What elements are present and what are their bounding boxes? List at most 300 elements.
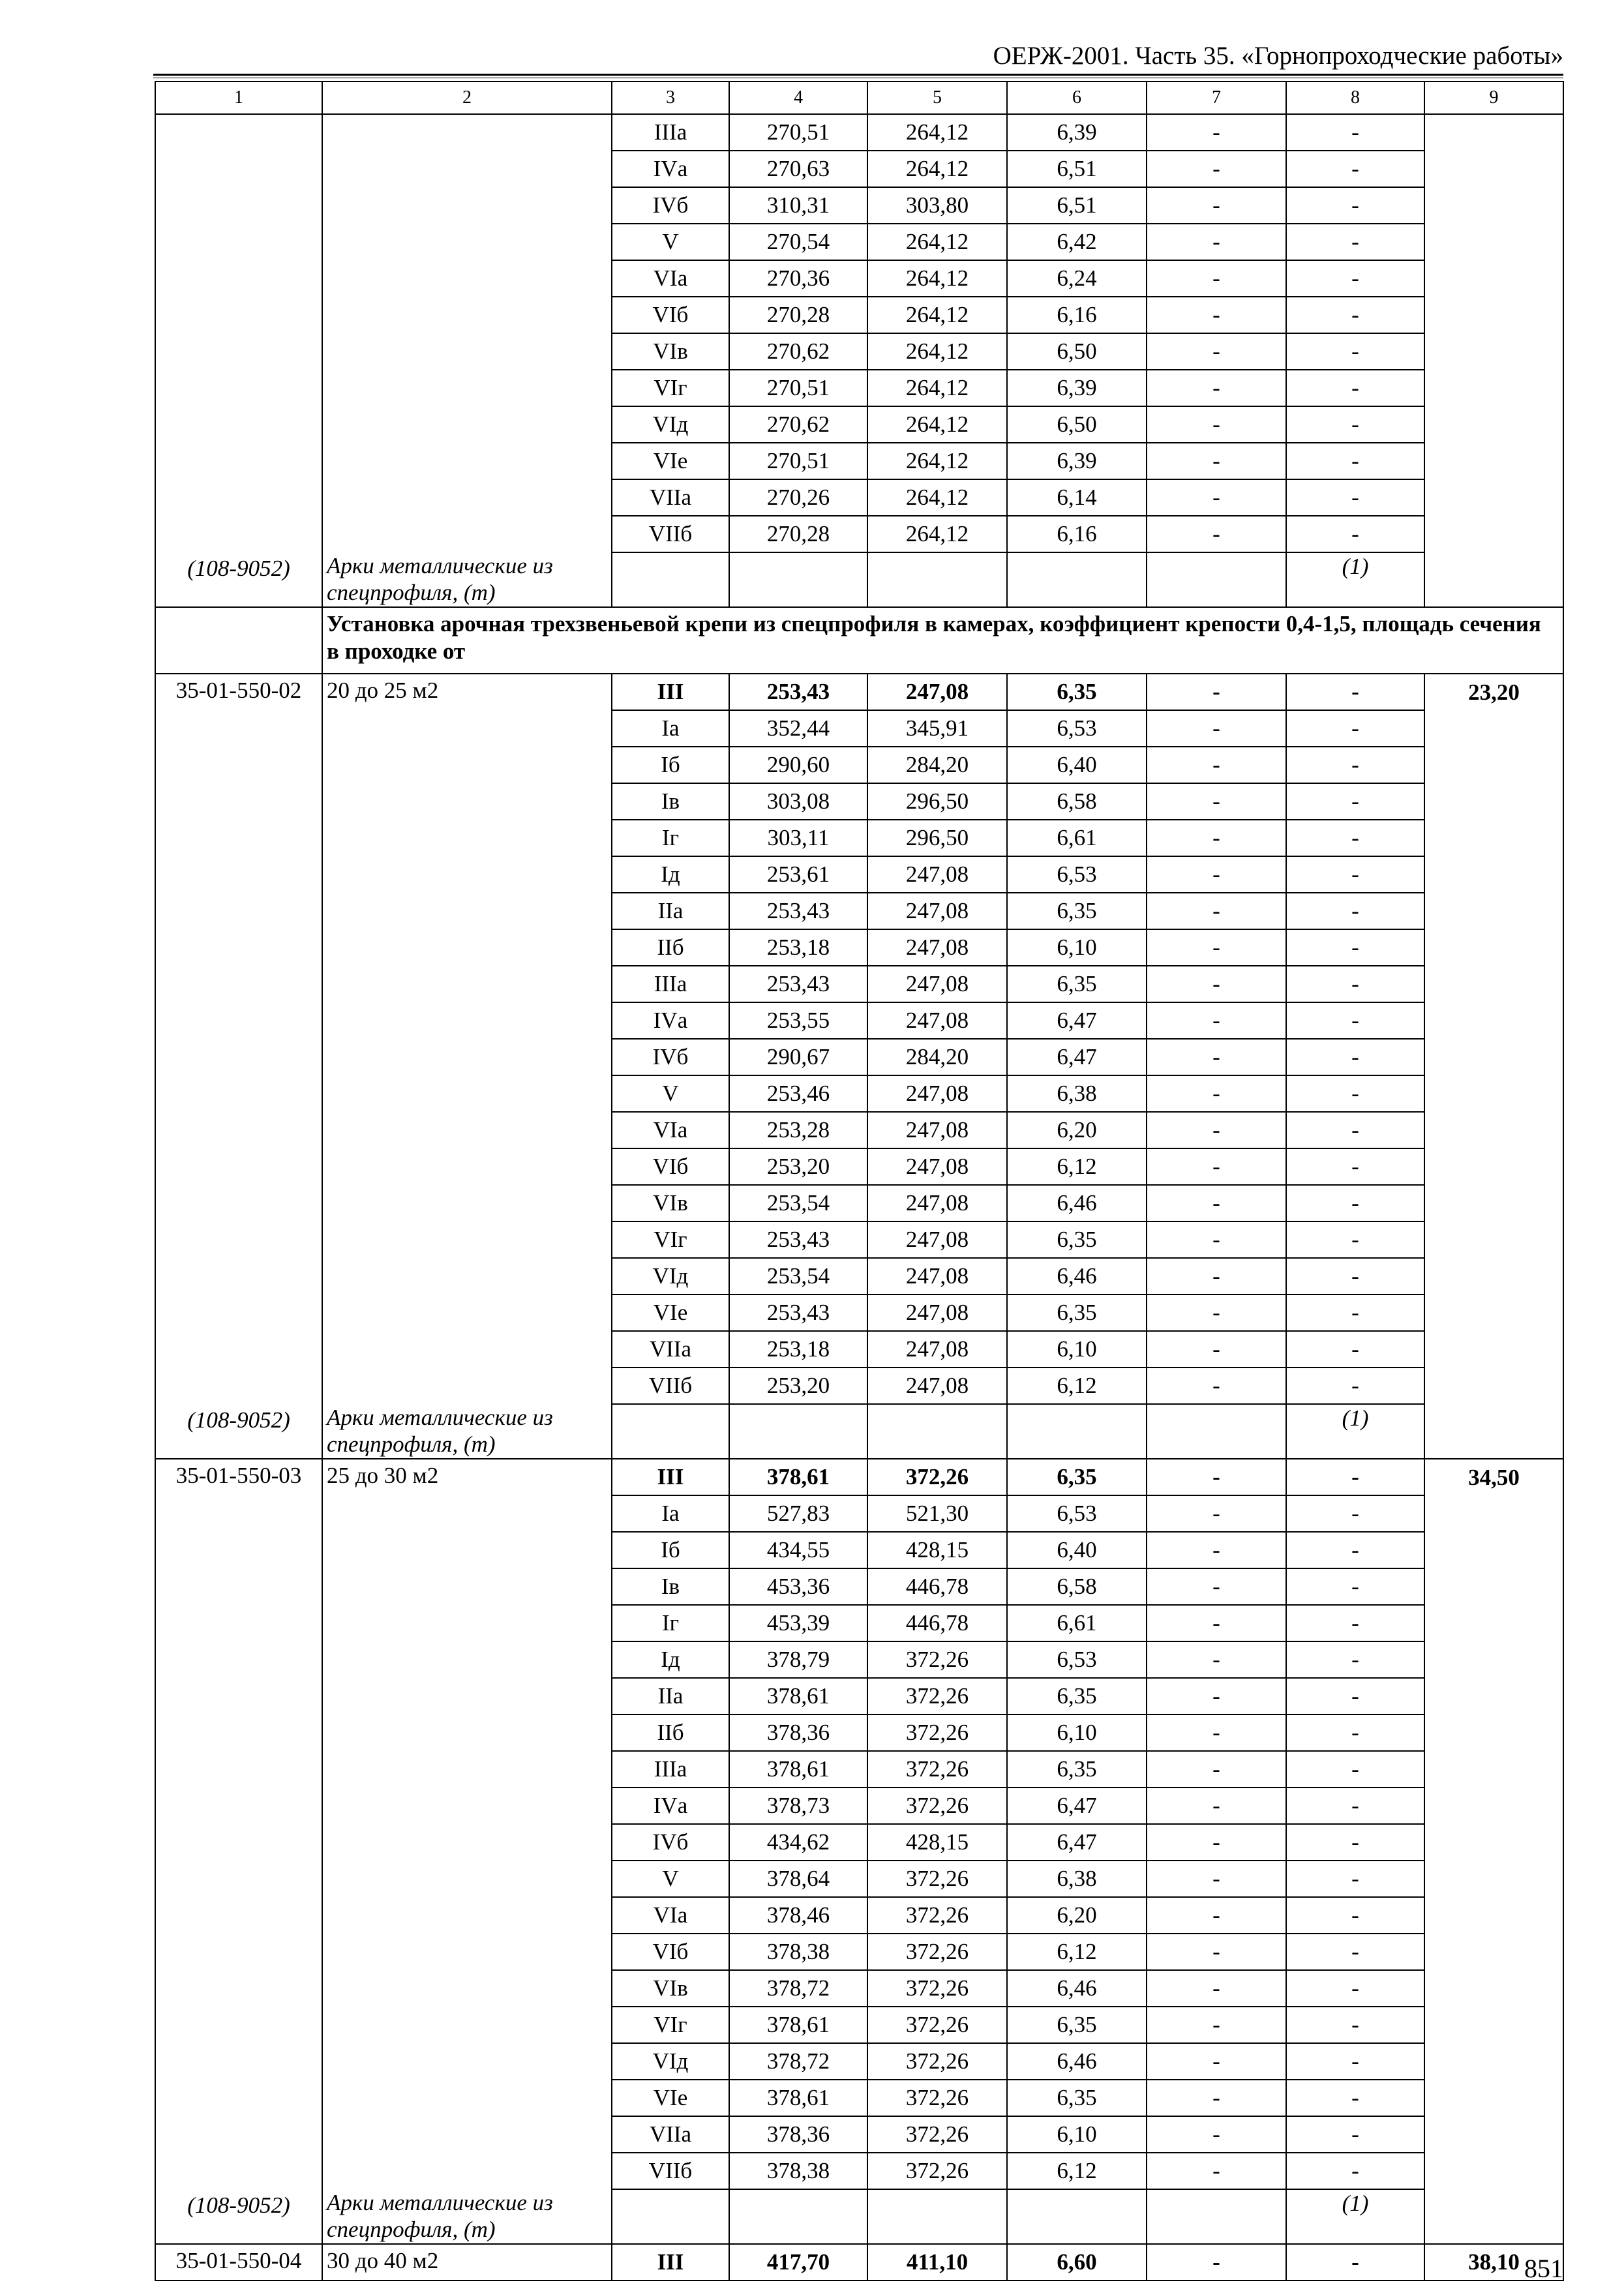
table-row [155,370,1563,406]
table-cell: 6,39 [1007,443,1147,479]
resource-name: Арки металлические из спецпрофиля, (т) [322,2189,612,2244]
table-cell: VIв [612,1970,729,2007]
table-cell: V [612,224,729,260]
table-cell [1424,2080,1563,2116]
table-cell: 310,31 [729,187,867,224]
table-cell: 6,61 [1007,820,1147,856]
table-cell: - [1286,1039,1424,1075]
table-row [155,1861,1563,1897]
table-cell: 247,08 [867,1002,1007,1039]
table-cell [322,187,612,224]
table-row [155,2043,1563,2080]
table-cell: 296,50 [867,820,1007,856]
table-cell: 6,50 [1007,333,1147,370]
table-cell: - [1286,856,1424,893]
table-cell: IVа [612,1788,729,1824]
table-cell: VIб [612,1934,729,1970]
table-cell: 247,08 [867,1075,1007,1112]
table-cell: - [1286,1148,1424,1185]
table-row [155,1075,1563,1112]
table-cell: 6,35 [1007,893,1147,929]
table-cell: - [1147,2116,1286,2153]
column-number: 6 [1007,82,1147,114]
table-cell: - [1147,1112,1286,1148]
table-cell [155,333,322,370]
table-cell: - [1286,2043,1424,2080]
table-cell: 264,12 [867,333,1007,370]
table-cell: - [1147,1751,1286,1788]
table-row [155,893,1563,929]
table-cell [322,1641,612,1678]
table-cell [155,783,322,820]
table-cell [155,1714,322,1751]
table-cell [322,2043,612,2080]
table-row [155,1404,1563,1459]
table-row [155,674,1563,710]
table-cell [1424,1294,1563,1331]
table-cell: - [1286,1002,1424,1039]
table-cell: 270,26 [729,479,867,516]
column-numbers-row [155,82,1563,114]
table-cell: - [1286,966,1424,1002]
table-cell [322,1824,612,1861]
table-cell: III [612,2244,729,2281]
table-cell: - [1286,333,1424,370]
table-cell: - [1286,1714,1424,1751]
table-cell [1007,552,1147,607]
table-cell [155,1294,322,1331]
table-cell: V [612,1861,729,1897]
table-cell: - [1147,224,1286,260]
table-cell [155,114,322,151]
table-cell [322,1751,612,1788]
table-cell [155,370,322,406]
table-cell: 378,61 [729,2080,867,2116]
table-cell: - [1147,674,1286,710]
table-cell: - [1286,674,1424,710]
table-cell [155,1824,322,1861]
table-cell [1424,552,1563,607]
table-cell [1424,370,1563,406]
resource-code: (108-9052) [155,552,322,607]
table-cell [1424,443,1563,479]
table-cell: - [1286,2007,1424,2043]
table-cell [322,1185,612,1221]
table-row [155,783,1563,820]
table-cell: IVа [612,151,729,187]
table-cell: - [1147,1861,1286,1897]
table-cell: 253,18 [729,929,867,966]
table-cell [322,260,612,297]
table-cell: 296,50 [867,783,1007,820]
table-row [155,1185,1563,1221]
table-cell: 411,10 [867,2244,1007,2281]
table-cell: VIа [612,1112,729,1148]
table-cell [155,1934,322,1970]
table-row [155,2116,1563,2153]
table-cell: - [1147,1185,1286,1221]
table-cell: VIIа [612,1331,729,1368]
table-cell: - [1286,1788,1424,1824]
table-cell [1424,1002,1563,1039]
table-cell: 247,08 [867,1185,1007,1221]
table-cell: - [1286,1459,1424,1495]
table-cell: 264,12 [867,443,1007,479]
table-cell: 264,12 [867,406,1007,443]
table-cell: 6,61 [1007,1605,1147,1641]
table-cell: 6,16 [1007,297,1147,333]
table-cell: VIд [612,406,729,443]
table-cell [155,1678,322,1714]
table-cell: 6,12 [1007,1934,1147,1970]
table-cell [1424,966,1563,1002]
table-cell: - [1286,224,1424,260]
table-cell: 253,43 [729,674,867,710]
table-cell [322,516,612,552]
table-cell: - [1147,1641,1286,1678]
table-cell: IIIа [612,1751,729,1788]
table-cell [155,893,322,929]
table-cell [322,2116,612,2153]
table-row [155,297,1563,333]
table-cell [1424,1861,1563,1897]
table-row [155,1258,1563,1294]
resource-quantity: (1) [1286,2189,1424,2244]
table-cell: 6,20 [1007,1897,1147,1934]
table-cell [322,2080,612,2116]
table-cell [155,443,322,479]
table-row [155,1641,1563,1678]
table-cell: - [1286,747,1424,783]
table-row [155,1714,1563,1751]
table-cell [155,1258,322,1294]
table-cell: 6,35 [1007,1751,1147,1788]
table-cell [1424,114,1563,151]
table-row [155,224,1563,260]
table-row [155,856,1563,893]
table-row [155,1934,1563,1970]
table-cell: 6,46 [1007,1185,1147,1221]
table-cell: VIд [612,1258,729,1294]
table-cell [155,1641,322,1678]
table-cell: - [1147,1459,1286,1495]
table-cell: 6,53 [1007,1495,1147,1532]
table-row [155,1039,1563,1075]
table-cell: - [1286,2153,1424,2189]
table-cell [1424,1934,1563,1970]
table-cell [1424,820,1563,856]
item-total: 23,20 [1424,674,1563,710]
table-cell [322,893,612,929]
table-cell: 6,35 [1007,2080,1147,2116]
table-cell: 6,10 [1007,1714,1147,1751]
table-cell: 303,80 [867,187,1007,224]
table-cell [322,406,612,443]
table-cell: 378,73 [729,1788,867,1824]
table-cell [155,2116,322,2153]
table-cell: - [1147,114,1286,151]
table-cell: 6,53 [1007,710,1147,747]
table-cell: 6,47 [1007,1824,1147,1861]
table-cell: III [612,674,729,710]
table-cell: - [1286,516,1424,552]
table-cell [155,856,322,893]
table-cell [1424,783,1563,820]
table-cell: 253,20 [729,1148,867,1185]
table-row [155,1002,1563,1039]
table-cell: - [1286,479,1424,516]
table-cell: 6,10 [1007,1331,1147,1368]
table-cell: 6,46 [1007,2043,1147,2080]
table-cell: 270,51 [729,443,867,479]
table-cell: 428,15 [867,1824,1007,1861]
section-title-row [155,607,1563,674]
table-cell: 527,83 [729,1495,867,1532]
table-cell: - [1286,1568,1424,1605]
table-cell: - [1147,1368,1286,1404]
table-cell: 6,53 [1007,856,1147,893]
table-cell: - [1147,1605,1286,1641]
table-cell: 6,46 [1007,1258,1147,1294]
table-cell [1424,1532,1563,1568]
table-row [155,114,1563,151]
table-cell: 372,26 [867,2080,1007,2116]
column-number: 8 [1286,82,1424,114]
table-cell: VIIб [612,1368,729,1404]
table-cell: - [1147,1039,1286,1075]
table-cell [322,1002,612,1039]
table-cell: - [1147,443,1286,479]
table-cell: - [1286,114,1424,151]
table-cell: VIIа [612,479,729,516]
table-cell: - [1286,1221,1424,1258]
table-cell [1424,516,1563,552]
table-cell [322,747,612,783]
table-cell [322,1075,612,1112]
table-cell [155,2007,322,2043]
table-cell [322,114,612,151]
table-cell: - [1147,2153,1286,2189]
table-cell: 6,14 [1007,479,1147,516]
table-cell [1147,2189,1286,2244]
table-cell: - [1286,1824,1424,1861]
table-cell [1424,1221,1563,1258]
table-row [155,2244,1563,2281]
item-code: 35-01-550-02 [155,674,322,710]
column-number: 4 [729,82,867,114]
table-cell: - [1147,1148,1286,1185]
table-cell: 372,26 [867,2116,1007,2153]
table-cell [1424,1185,1563,1221]
table-cell: Iв [612,1568,729,1605]
table-cell: 345,91 [867,710,1007,747]
table-cell: 284,20 [867,747,1007,783]
table-cell: VIIб [612,2153,729,2189]
table-cell: 6,12 [1007,2153,1147,2189]
table-cell [1147,552,1286,607]
table-row [155,747,1563,783]
table-cell [1424,1824,1563,1861]
table-row [155,1788,1563,1824]
table-row [155,1824,1563,1861]
table-cell: - [1286,820,1424,856]
table-cell: 372,26 [867,1897,1007,1934]
table-cell [322,710,612,747]
table-cell: 6,38 [1007,1075,1147,1112]
table-row [155,1221,1563,1258]
table-cell [155,1568,322,1605]
table-cell: 247,08 [867,856,1007,893]
table-cell: - [1147,1824,1286,1861]
table-row [155,1568,1563,1605]
table-cell: VIе [612,2080,729,2116]
table-cell [612,1404,729,1459]
table-cell: - [1147,187,1286,224]
table-cell: 372,26 [867,1641,1007,1678]
table-cell: - [1147,1788,1286,1824]
table-cell: 521,30 [867,1495,1007,1532]
table-cell [1424,1678,1563,1714]
page-header: ОЕРЖ-2001. Часть 35. «Горнопроходческие работы» [993,42,1563,70]
table-cell [155,1075,322,1112]
table-cell [155,1495,322,1532]
table-cell: 247,08 [867,674,1007,710]
table-cell [322,820,612,856]
table-cell: - [1147,1221,1286,1258]
table-cell: 6,35 [1007,966,1147,1002]
table-cell: - [1147,151,1286,187]
table-cell: VIв [612,333,729,370]
table-cell: 6,35 [1007,1221,1147,1258]
table-cell [322,151,612,187]
table-cell [1424,1605,1563,1641]
table-cell: - [1147,710,1286,747]
table-cell: - [1147,1331,1286,1368]
table-cell: 247,08 [867,966,1007,1002]
table-cell: IVб [612,1824,729,1861]
table-cell [1424,1148,1563,1185]
table-cell [1424,1404,1563,1459]
table-cell: VIг [612,2007,729,2043]
table-cell: Iд [612,1641,729,1678]
table-cell: - [1286,1185,1424,1221]
table-cell: 6,46 [1007,1970,1147,2007]
table-cell: 378,46 [729,1897,867,1934]
resource-code: (108-9052) [155,2189,322,2244]
table-cell [1424,1714,1563,1751]
table-cell [1424,1970,1563,2007]
table-cell: 264,12 [867,151,1007,187]
table-cell [1424,710,1563,747]
table-cell: IIб [612,1714,729,1751]
table-cell: 247,08 [867,1112,1007,1148]
table-cell: 6,35 [1007,1459,1147,1495]
table-cell: 247,08 [867,929,1007,966]
table-cell: 6,47 [1007,1788,1147,1824]
table-cell: 6,24 [1007,260,1147,297]
table-cell [322,1532,612,1568]
table-cell: 378,61 [729,2007,867,2043]
table-cell [155,516,322,552]
table-cell [1424,406,1563,443]
table-cell: Iа [612,1495,729,1532]
table-row [155,1751,1563,1788]
table-cell [322,1861,612,1897]
table-cell: - [1286,710,1424,747]
table-cell [155,1605,322,1641]
table-row [155,2080,1563,2116]
table-cell [322,1495,612,1532]
table-cell: 428,15 [867,1532,1007,1568]
table-cell [1424,1075,1563,1112]
table-cell: - [1147,1002,1286,1039]
table-cell: 253,61 [729,856,867,893]
table-cell [155,710,322,747]
table-row [155,1532,1563,1568]
table-cell [322,1112,612,1148]
table-cell [322,2007,612,2043]
table-cell [155,1751,322,1788]
table-cell: 253,46 [729,1075,867,1112]
table-cell: 372,26 [867,1934,1007,1970]
table-cell [155,224,322,260]
table-cell: Iв [612,783,729,820]
table-cell [322,1788,612,1824]
table-cell: - [1286,1970,1424,2007]
column-number: 1 [155,82,322,114]
table-cell [1424,479,1563,516]
table-cell: 270,28 [729,516,867,552]
table-cell: 264,12 [867,224,1007,260]
table-cell [155,2043,322,2080]
table-cell [322,1605,612,1641]
table-cell: 378,38 [729,1934,867,1970]
item-code: 35-01-550-03 [155,1459,322,1495]
column-number: 2 [322,82,612,114]
table-cell: - [1286,443,1424,479]
table-cell [1424,1641,1563,1678]
table-cell [322,224,612,260]
table-cell: 270,62 [729,406,867,443]
table-cell: 264,12 [867,297,1007,333]
table-cell [1424,1751,1563,1788]
page-number: 851 [1524,2254,1563,2283]
table-cell [155,2153,322,2189]
table-cell: 284,20 [867,1039,1007,1075]
table-cell [322,929,612,966]
table-row [155,2153,1563,2189]
table-cell [155,1039,322,1075]
table-cell: - [1147,1678,1286,1714]
table-cell: - [1286,2244,1424,2281]
table-cell: 253,18 [729,1331,867,1368]
item-name: 20 до 25 м2 [322,674,612,710]
table-cell: 247,08 [867,1368,1007,1404]
table-row [155,1897,1563,1934]
table-cell [867,2189,1007,2244]
table-cell [729,552,867,607]
table-cell: 453,39 [729,1605,867,1641]
table-cell: 372,26 [867,1459,1007,1495]
table-cell: 6,39 [1007,114,1147,151]
table-cell: VIб [612,297,729,333]
table-cell [1424,2116,1563,2153]
table-row [155,479,1563,516]
table-cell: 270,63 [729,151,867,187]
table-cell: 352,44 [729,710,867,747]
table-row [155,820,1563,856]
table-cell [1424,1788,1563,1824]
